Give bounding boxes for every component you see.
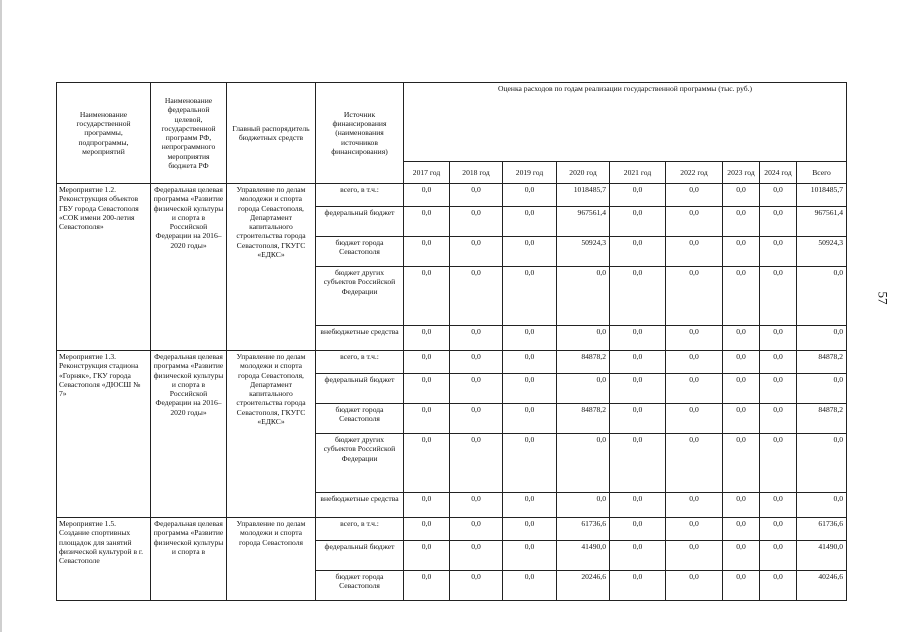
- value-cell: 0,0: [760, 374, 797, 404]
- year-header: 2019 год: [503, 162, 557, 184]
- value-cell: 0,0: [404, 207, 450, 237]
- value-cell: 0,0: [503, 404, 557, 434]
- value-cell: 0,0: [404, 518, 450, 541]
- value-cell: 0,0: [450, 404, 503, 434]
- value-cell: 0,0: [723, 493, 760, 518]
- value-cell: 0,0: [503, 184, 557, 207]
- value-cell: 0,0: [723, 237, 760, 267]
- funding-source: бюджет других субъектов Российской Федерации: [316, 267, 404, 326]
- value-cell: 1018485,7: [557, 184, 610, 207]
- value-cell: 0,0: [760, 351, 797, 374]
- funding-source: бюджет города Севастополя: [316, 571, 404, 601]
- value-cell: 0,0: [723, 207, 760, 237]
- funding-source: всего, в т.ч.:: [316, 351, 404, 374]
- funding-source: внебюджетные средства: [316, 493, 404, 518]
- total-cell: 84878,2: [797, 404, 847, 434]
- value-cell: 0,0: [666, 571, 723, 601]
- year-header: 2021 год: [610, 162, 666, 184]
- value-cell: 50924,3: [557, 237, 610, 267]
- value-cell: 0,0: [723, 434, 760, 493]
- value-cell: 0,0: [760, 326, 797, 351]
- header-budget-manager: Главный распорядитель бюджетных средств: [227, 83, 316, 184]
- value-cell: 0,0: [450, 207, 503, 237]
- value-cell: 0,0: [666, 374, 723, 404]
- value-cell: 0,0: [666, 518, 723, 541]
- value-cell: 0,0: [404, 541, 450, 571]
- value-cell: 0,0: [404, 237, 450, 267]
- budget-table: [56, 82, 847, 601]
- value-cell: 0,0: [404, 184, 450, 207]
- total-cell: 40246,6: [797, 571, 847, 601]
- value-cell: 0,0: [760, 184, 797, 207]
- funding-source: всего, в т.ч.:: [316, 518, 404, 541]
- value-cell: 0,0: [610, 326, 666, 351]
- value-cell: 0,0: [503, 237, 557, 267]
- value-cell: 0,0: [610, 404, 666, 434]
- value-cell: 0,0: [450, 571, 503, 601]
- year-header: 2022 год: [666, 162, 723, 184]
- total-cell: 50924,3: [797, 237, 847, 267]
- value-cell: 0,0: [610, 351, 666, 374]
- funding-source: внебюджетные средства: [316, 326, 404, 351]
- value-cell: 0,0: [450, 541, 503, 571]
- value-cell: 0,0: [450, 374, 503, 404]
- value-cell: 0,0: [610, 434, 666, 493]
- value-cell: 0,0: [404, 493, 450, 518]
- value-cell: 41490,0: [557, 541, 610, 571]
- value-cell: 0,0: [666, 351, 723, 374]
- value-cell: 0,0: [404, 571, 450, 601]
- value-cell: 0,0: [610, 374, 666, 404]
- funding-source: бюджет других субъектов Российской Федерации: [316, 434, 404, 493]
- value-cell: 0,0: [404, 434, 450, 493]
- value-cell: 0,0: [760, 207, 797, 237]
- budget-manager: Управление по делам молодежи и спорта города Севастополя: [227, 518, 316, 601]
- value-cell: 0,0: [450, 184, 503, 207]
- measure-name: Мероприятие 1.5. Создание спортивных площадок для занятий физической культурой в г. Севастополе: [57, 518, 151, 601]
- value-cell: 0,0: [760, 541, 797, 571]
- value-cell: 0,0: [610, 267, 666, 326]
- value-cell: 0,0: [503, 571, 557, 601]
- value-cell: 0,0: [666, 184, 723, 207]
- header-funding-source: Источник финансирования (наименования источников финансирования): [316, 83, 404, 184]
- value-cell: 0,0: [610, 571, 666, 601]
- value-cell: 61736,6: [557, 518, 610, 541]
- value-cell: 0,0: [610, 518, 666, 541]
- total-cell: 0,0: [797, 493, 847, 518]
- value-cell: 0,0: [557, 374, 610, 404]
- header-expenses-group: Оценка расходов по годам реализации государственной программы (тыс. руб.): [404, 83, 847, 162]
- value-cell: 0,0: [503, 207, 557, 237]
- value-cell: 0,0: [503, 541, 557, 571]
- value-cell: 0,0: [666, 267, 723, 326]
- total-cell: 0,0: [797, 374, 847, 404]
- table-row: [57, 351, 847, 374]
- value-cell: 0,0: [404, 267, 450, 326]
- budget-manager: Управление по делам молодежи и спорта города Севастополя, Департамент капитального строительства города Севастополя, ГКУГС «ЕДКС»: [227, 351, 316, 518]
- funding-source: федеральный бюджет: [316, 374, 404, 404]
- value-cell: 0,0: [760, 237, 797, 267]
- value-cell: 0,0: [723, 571, 760, 601]
- value-cell: 0,0: [503, 326, 557, 351]
- value-cell: 20246,6: [557, 571, 610, 601]
- funding-source: бюджет города Севастополя: [316, 237, 404, 267]
- value-cell: 0,0: [557, 434, 610, 493]
- value-cell: 0,0: [610, 541, 666, 571]
- value-cell: 0,0: [450, 434, 503, 493]
- value-cell: 0,0: [450, 267, 503, 326]
- value-cell: 0,0: [723, 184, 760, 207]
- total-header: Всего: [797, 162, 847, 184]
- total-cell: 0,0: [797, 326, 847, 351]
- year-header: 2023 год: [723, 162, 760, 184]
- value-cell: 0,0: [666, 404, 723, 434]
- value-cell: 0,0: [666, 541, 723, 571]
- federal-program: Федеральная целевая программа «Развитие физической культуры и спорта в: [151, 518, 227, 601]
- year-header: 2020 год: [557, 162, 610, 184]
- value-cell: 0,0: [404, 374, 450, 404]
- header-row: [57, 83, 847, 162]
- year-header: 2017 год: [404, 162, 450, 184]
- value-cell: 0,0: [610, 493, 666, 518]
- value-cell: 0,0: [723, 541, 760, 571]
- value-cell: 0,0: [666, 493, 723, 518]
- value-cell: 0,0: [450, 518, 503, 541]
- value-cell: 0,0: [503, 351, 557, 374]
- measure-name: Мероприятие 1.3. Реконструкция стадиона «Горняк», ГКУ города Севастополя «ДЮСШ № 7»: [57, 351, 151, 518]
- value-cell: 84878,2: [557, 351, 610, 374]
- value-cell: 0,0: [760, 493, 797, 518]
- total-cell: 61736,6: [797, 518, 847, 541]
- value-cell: 0,0: [760, 571, 797, 601]
- funding-source: федеральный бюджет: [316, 207, 404, 237]
- value-cell: 0,0: [666, 237, 723, 267]
- value-cell: 0,0: [723, 374, 760, 404]
- value-cell: 0,0: [760, 267, 797, 326]
- value-cell: 0,0: [723, 518, 760, 541]
- total-cell: 967561,4: [797, 207, 847, 237]
- measure-name: Мероприятие 1.2. Реконструкция объектов ГБУ города Севастополя «СОК имени 200-летия Севастополя»: [57, 184, 151, 351]
- value-cell: 0,0: [760, 518, 797, 541]
- value-cell: 0,0: [557, 267, 610, 326]
- value-cell: 0,0: [610, 237, 666, 267]
- value-cell: 0,0: [760, 404, 797, 434]
- funding-source: федеральный бюджет: [316, 541, 404, 571]
- value-cell: 0,0: [666, 207, 723, 237]
- value-cell: 0,0: [666, 326, 723, 351]
- value-cell: 0,0: [503, 267, 557, 326]
- value-cell: 0,0: [503, 518, 557, 541]
- value-cell: 0,0: [723, 326, 760, 351]
- value-cell: 0,0: [450, 493, 503, 518]
- budget-manager: Управление по делам молодежи и спорта города Севастополя, Департамент капитального строительства города Севастополя, ГКУГС «ЕДКС»: [227, 184, 316, 351]
- value-cell: 0,0: [450, 351, 503, 374]
- funding-source: всего, в т.ч.:: [316, 184, 404, 207]
- total-cell: 41490,0: [797, 541, 847, 571]
- value-cell: 0,0: [610, 207, 666, 237]
- value-cell: 0,0: [557, 326, 610, 351]
- value-cell: 0,0: [503, 434, 557, 493]
- total-cell: 0,0: [797, 434, 847, 493]
- year-header: 2024 год: [760, 162, 797, 184]
- value-cell: 967561,4: [557, 207, 610, 237]
- value-cell: 0,0: [503, 493, 557, 518]
- total-cell: 1018485,7: [797, 184, 847, 207]
- value-cell: 0,0: [723, 404, 760, 434]
- value-cell: 0,0: [723, 351, 760, 374]
- value-cell: 0,0: [610, 184, 666, 207]
- header-measure-name: Наименование государственной программы, подпрограммы, мероприятий: [57, 83, 151, 184]
- value-cell: 0,0: [404, 326, 450, 351]
- header-federal-program: Наименование федеральной целевой, государственной программ РФ, непрограммного мероприятия бюджета РФ: [151, 83, 227, 184]
- value-cell: 84878,2: [557, 404, 610, 434]
- federal-program: Федеральная целевая программа «Развитие физической культуры и спорта в Российской Федерации на 2016–2020 годы»: [151, 184, 227, 351]
- funding-source: бюджет города Севастополя: [316, 404, 404, 434]
- value-cell: 0,0: [404, 404, 450, 434]
- total-cell: 84878,2: [797, 351, 847, 374]
- value-cell: 0,0: [404, 351, 450, 374]
- value-cell: 0,0: [723, 267, 760, 326]
- value-cell: 0,0: [760, 434, 797, 493]
- federal-program: Федеральная целевая программа «Развитие физической культуры и спорта в Российской Федерации на 2016–2020 годы»: [151, 351, 227, 518]
- value-cell: 0,0: [503, 374, 557, 404]
- table-row: [57, 518, 847, 541]
- page-number: 57: [875, 291, 891, 305]
- value-cell: 0,0: [450, 237, 503, 267]
- value-cell: 0,0: [666, 434, 723, 493]
- total-cell: 0,0: [797, 267, 847, 326]
- value-cell: 0,0: [557, 493, 610, 518]
- table-row: [57, 184, 847, 207]
- value-cell: 0,0: [450, 326, 503, 351]
- year-header: 2018 год: [450, 162, 503, 184]
